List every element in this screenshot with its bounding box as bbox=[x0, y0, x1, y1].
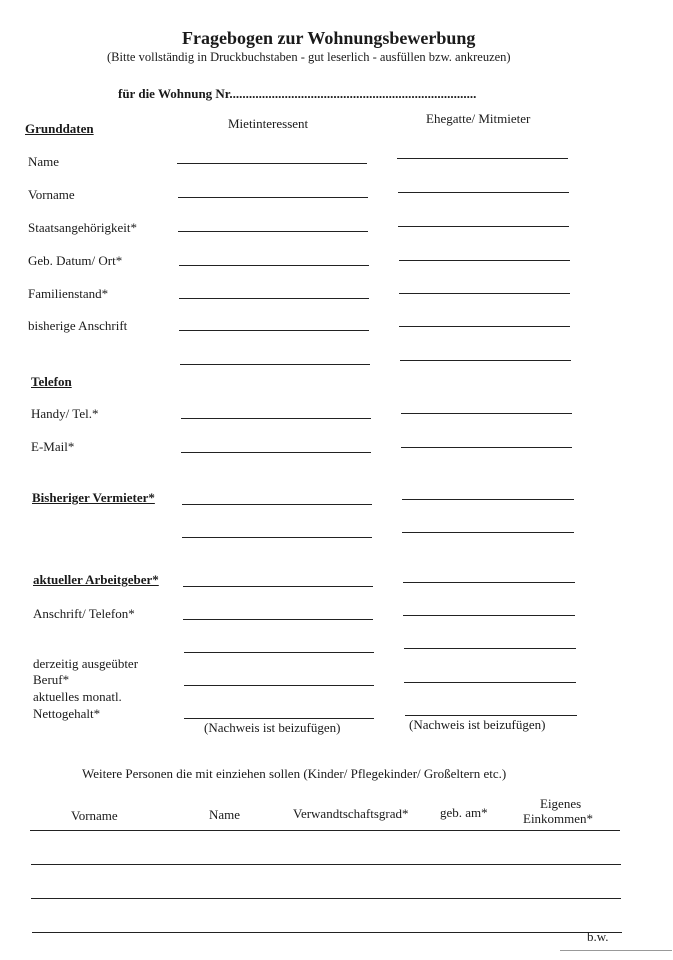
label-staatsangehoerigkeit: Staatsangehörigkeit* bbox=[28, 220, 138, 235]
label-arbeitgeber-anschrift: Anschrift/ Telefon* bbox=[33, 606, 135, 621]
label-anschrift: bisherige Anschrift bbox=[28, 318, 128, 333]
handy-field-tenant[interactable] bbox=[181, 418, 371, 419]
label-handy: Handy/ Tel.* bbox=[31, 406, 99, 421]
label-name: Name bbox=[28, 154, 60, 169]
label-geburt: Geb. Datum/ Ort* bbox=[28, 253, 123, 268]
persons-header-einkommen-line1: Eigenes bbox=[540, 796, 582, 811]
gehalt-field-tenant[interactable] bbox=[184, 718, 374, 719]
label-gehalt-line2: Nettogehalt* bbox=[33, 706, 101, 721]
persons-intro: Weitere Personen die mit einziehen sollen (Kinder/ Pflegekinder/ Großeltern etc.) bbox=[82, 766, 507, 781]
persons-header-geb: geb. am* bbox=[440, 805, 488, 820]
label-beruf-line2: Beruf* bbox=[33, 672, 70, 687]
vermieter-field-tenant-1[interactable] bbox=[182, 504, 372, 505]
nachweis-note-tenant: (Nachweis ist beizufügen) bbox=[204, 720, 341, 735]
persons-header-verwandtschaft: Verwandtschaftsgrad* bbox=[293, 806, 409, 821]
vorname-field-spouse[interactable] bbox=[398, 192, 569, 193]
anschrift-field-tenant-2[interactable] bbox=[180, 364, 370, 365]
persons-row-1[interactable] bbox=[31, 864, 621, 865]
vermieter-field-spouse-2[interactable] bbox=[402, 532, 574, 533]
persons-header-name: Name bbox=[209, 807, 241, 822]
label-vorname: Vorname bbox=[28, 187, 75, 202]
vorname-field-tenant[interactable] bbox=[178, 197, 368, 198]
arbeitgeber-field-tenant[interactable] bbox=[183, 586, 373, 587]
vermieter-field-spouse-1[interactable] bbox=[402, 499, 574, 500]
form-subtitle: (Bitte vollständig in Druckbuchstaben - gut leserlich - ausfüllen bzw. ankreuzen) bbox=[107, 50, 511, 64]
label-email: E-Mail* bbox=[31, 439, 75, 454]
handy-field-spouse[interactable] bbox=[401, 413, 572, 414]
section-arbeitgeber: aktueller Arbeitgeber* bbox=[33, 572, 159, 587]
familienstand-field-tenant[interactable] bbox=[179, 298, 369, 299]
apartment-number-label[interactable]: für die Wohnung Nr............................................................................ bbox=[118, 86, 477, 101]
arbeitgeber-anschrift-field-tenant-2[interactable] bbox=[184, 652, 374, 653]
email-field-spouse[interactable] bbox=[401, 447, 572, 448]
familienstand-field-spouse[interactable] bbox=[399, 293, 570, 294]
turn-over-note: b.w. bbox=[587, 929, 609, 944]
section-grunddaten: Grunddaten bbox=[25, 121, 94, 136]
label-gehalt-line1: aktuelles monatl. bbox=[33, 689, 122, 704]
geburt-field-tenant[interactable] bbox=[179, 265, 369, 266]
anschrift-field-spouse-1[interactable] bbox=[399, 326, 570, 327]
label-beruf-line1: derzeitig ausgeübter bbox=[33, 656, 139, 671]
persons-header-line bbox=[30, 830, 620, 831]
arbeitgeber-anschrift-field-spouse-2[interactable] bbox=[404, 648, 576, 649]
arbeitgeber-anschrift-field-tenant-1[interactable] bbox=[183, 619, 373, 620]
nachweis-note-spouse: (Nachweis ist beizufügen) bbox=[409, 717, 546, 732]
arbeitgeber-anschrift-field-spouse-1[interactable] bbox=[403, 615, 575, 616]
name-field-tenant[interactable] bbox=[177, 163, 367, 164]
section-vermieter: Bisheriger Vermieter* bbox=[32, 490, 155, 505]
persons-row-2[interactable] bbox=[31, 898, 621, 899]
persons-header-einkommen-line2: Einkommen* bbox=[523, 811, 594, 826]
form-title: Fragebogen zur Wohnungsbewerbung bbox=[182, 28, 476, 48]
label-familienstand: Familienstand* bbox=[28, 286, 109, 301]
anschrift-field-spouse-2[interactable] bbox=[400, 360, 571, 361]
name-field-spouse[interactable] bbox=[397, 158, 568, 159]
beruf-field-tenant[interactable] bbox=[184, 685, 374, 686]
arbeitgeber-field-spouse[interactable] bbox=[403, 582, 575, 583]
gehalt-field-spouse[interactable] bbox=[405, 715, 577, 716]
column-header-tenant: Mietinteressent bbox=[228, 116, 309, 131]
page-edge-line bbox=[560, 950, 672, 951]
geburt-field-spouse[interactable] bbox=[399, 260, 570, 261]
email-field-tenant[interactable] bbox=[181, 452, 371, 453]
vermieter-field-tenant-2[interactable] bbox=[182, 537, 372, 538]
persons-header-vorname: Vorname bbox=[71, 808, 118, 823]
staatsangehoerigkeit-field-tenant[interactable] bbox=[178, 231, 368, 232]
beruf-field-spouse[interactable] bbox=[404, 682, 576, 683]
section-telefon: Telefon bbox=[31, 374, 72, 389]
column-header-spouse: Ehegatte/ Mitmieter bbox=[426, 111, 531, 126]
anschrift-field-tenant-1[interactable] bbox=[179, 330, 369, 331]
staatsangehoerigkeit-field-spouse[interactable] bbox=[398, 226, 569, 227]
persons-row-3[interactable] bbox=[32, 932, 622, 933]
